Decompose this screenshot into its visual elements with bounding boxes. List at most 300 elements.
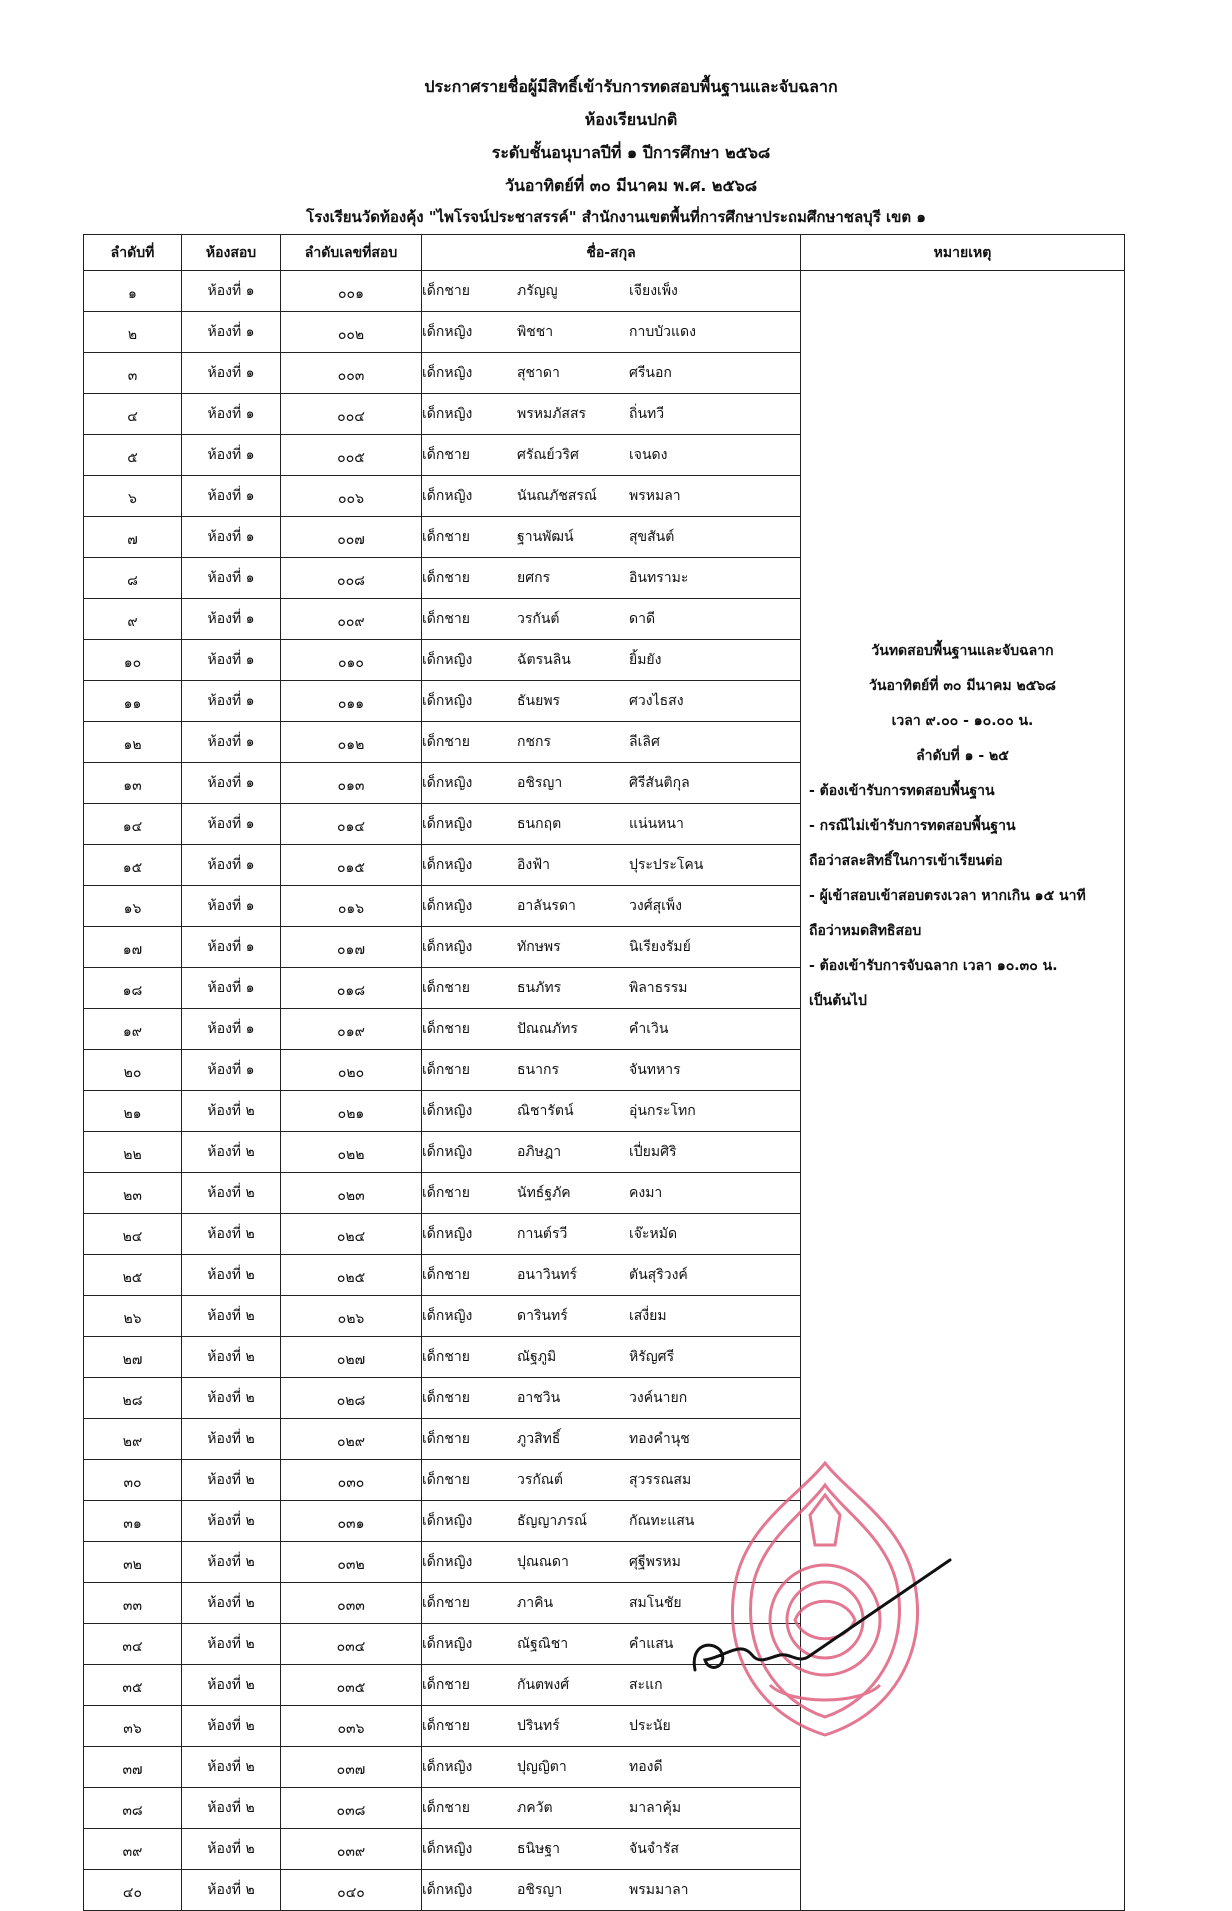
last-name: สุวรรณสม: [629, 1472, 692, 1488]
note-line: ถือว่าหมดสิทธิสอบ: [809, 923, 922, 939]
row-exam-no: ๐๑๐: [281, 640, 422, 681]
row-exam-no: ๐๓๔: [281, 1624, 422, 1665]
last-name: วงค์นายก: [629, 1390, 688, 1406]
row-order: ๑๑: [84, 681, 182, 722]
row-fullname: [422, 1050, 801, 1091]
row-fullname: [422, 312, 801, 353]
row-exam-no: ๐๓๙: [281, 1829, 422, 1870]
row-exam-no: ๐๑๔: [281, 804, 422, 845]
row-order: ๘: [84, 558, 182, 599]
row-room: ห้องที่ ๒: [182, 1460, 281, 1501]
row-exam-no: ๐๐๘: [281, 558, 422, 599]
row-room: ห้องที่ ๒: [182, 1747, 281, 1788]
row-room: ห้องที่ ๑: [182, 312, 281, 353]
first-name: อภิษฎา: [517, 1144, 562, 1160]
row-order: ๓๙: [84, 1829, 182, 1870]
first-name: วรกันต์: [517, 611, 560, 627]
title-prefix: เด็กหญิง: [422, 1882, 473, 1898]
last-name: ยิ้มยัง: [629, 652, 662, 668]
title-prefix: เด็กหญิง: [422, 1759, 473, 1775]
row-room: ห้องที่ ๑: [182, 435, 281, 476]
row-order: ๔: [84, 394, 182, 435]
title-prefix: เด็กชาย: [422, 1431, 470, 1447]
first-name: ธนภัทร: [517, 980, 562, 996]
row-exam-no: ๐๓๖: [281, 1706, 422, 1747]
note-line: - ผู้เข้าสอบเข้าสอบตรงเวลา หากเกิน ๑๕ นาที: [809, 888, 1086, 904]
title-prefix: เด็กชาย: [422, 1800, 470, 1816]
roster-table: [83, 234, 1125, 1911]
note-line: วันทดสอบพื้นฐานและจับฉลาก: [871, 643, 1054, 659]
row-exam-no: ๐๒๗: [281, 1337, 422, 1378]
row-room: ห้องที่ ๒: [182, 1829, 281, 1870]
row-fullname: [422, 1296, 801, 1337]
row-exam-no: ๐๐๗: [281, 517, 422, 558]
first-name: ภควัต: [517, 1800, 553, 1816]
row-fullname: [422, 1788, 801, 1829]
row-fullname: [422, 1337, 801, 1378]
row-order: ๓๐: [84, 1460, 182, 1501]
title-prefix: เด็กหญิง: [422, 1636, 473, 1652]
row-room: ห้องที่ ๑: [182, 558, 281, 599]
row-exam-no: ๐๑๖: [281, 886, 422, 927]
row-fullname: [422, 886, 801, 927]
row-exam-no: ๐๑๕: [281, 845, 422, 886]
row-exam-no: ๐๒๖: [281, 1296, 422, 1337]
row-order: ๗: [84, 517, 182, 558]
row-exam-no: ๐๑๒: [281, 722, 422, 763]
row-fullname: [422, 1009, 801, 1050]
last-name: วงศ์สุเพ็ง: [629, 898, 682, 914]
row-order: ๙: [84, 599, 182, 640]
row-exam-no: ๐๐๒: [281, 312, 422, 353]
row-exam-no: ๐๒๑: [281, 1091, 422, 1132]
row-room: ห้องที่ ๒: [182, 1337, 281, 1378]
row-order: ๕: [84, 435, 182, 476]
row-room: ห้องที่ ๒: [182, 1788, 281, 1829]
first-name: ธนิษฐา: [517, 1841, 560, 1857]
first-name: ฐานพัฒน์: [517, 529, 574, 545]
last-name: ปุระประโคน: [629, 857, 704, 873]
row-room: ห้องที่ ๒: [182, 1378, 281, 1419]
title-prefix: เด็กหญิง: [422, 816, 473, 832]
row-room: ห้องที่ ๒: [182, 1706, 281, 1747]
row-exam-no: ๐๐๑: [281, 271, 422, 312]
last-name: ศิรีสันติกุล: [629, 775, 690, 791]
row-exam-no: ๐๐๖: [281, 476, 422, 517]
last-name: นิเรียงรัมย์: [629, 939, 691, 955]
title-prefix: เด็กชาย: [422, 1677, 470, 1693]
row-exam-no: ๐๓๕: [281, 1665, 422, 1706]
title-prefix: เด็กชาย: [422, 734, 470, 750]
last-name: จันจำรัส: [629, 1841, 679, 1857]
title-prefix: เด็กหญิง: [422, 857, 473, 873]
row-order: ๔๐: [84, 1870, 182, 1911]
row-order: ๑๐: [84, 640, 182, 681]
roster-body: [84, 271, 1125, 1911]
last-name: อุ่นกระโทก: [629, 1103, 696, 1119]
row-room: ห้องที่ ๒: [182, 1173, 281, 1214]
first-name: อิงฟ้า: [517, 857, 551, 873]
row-fullname: [422, 599, 801, 640]
first-name: ปุญญิตา: [517, 1759, 567, 1775]
row-order: ๑๕: [84, 845, 182, 886]
title-prefix: เด็กชาย: [422, 570, 470, 586]
row-order: ๑๘: [84, 968, 182, 1009]
last-name: คำแสน: [629, 1636, 674, 1652]
header-name: ชื่อ-สกุล: [422, 235, 801, 271]
row-room: ห้องที่ ๒: [182, 1624, 281, 1665]
title-prefix: เด็กชาย: [422, 283, 470, 299]
row-exam-no: ๐๓๐: [281, 1460, 422, 1501]
school-name: โรงเรียนวัดท้องคุ้ง "ไพโรจน์ประชาสรรค์" สำนักงานเขตพื้นที่การศึกษาประถมศึกษาชลบุรี เขต ๑: [306, 208, 926, 226]
first-name: ธันยพร: [517, 693, 561, 709]
row-order: ๒๓: [84, 1173, 182, 1214]
row-order: ๒๑: [84, 1091, 182, 1132]
row-exam-no: ๐๒๔: [281, 1214, 422, 1255]
title-prefix: เด็กชาย: [422, 1021, 470, 1037]
row-fullname: [422, 763, 801, 804]
first-name: ธัญญาภรณ์: [517, 1513, 587, 1529]
last-name: เจ๊ะหมัด: [629, 1226, 678, 1242]
row-fullname: [422, 435, 801, 476]
row-order: ๑๒: [84, 722, 182, 763]
row-room: ห้องที่ ๒: [182, 1132, 281, 1173]
table-row: [84, 271, 1125, 312]
last-name: พรหมลา: [629, 488, 681, 504]
row-exam-no: ๐๑๓: [281, 763, 422, 804]
last-name: คงมา: [629, 1185, 663, 1201]
row-exam-no: ๐๔๐: [281, 1870, 422, 1911]
first-name: ณัฐณิชา: [517, 1636, 569, 1652]
row-order: ๑๗: [84, 927, 182, 968]
row-room: ห้องที่ ๑: [182, 763, 281, 804]
row-room: ห้องที่ ๑: [182, 517, 281, 558]
first-name: วรกัณต์: [517, 1472, 563, 1488]
last-name: เปี่ยมศิริ: [629, 1144, 677, 1160]
row-order: ๓๖: [84, 1706, 182, 1747]
row-order: ๓๑: [84, 1501, 182, 1542]
row-room: ห้องที่ ๑: [182, 640, 281, 681]
title-prefix: เด็กหญิง: [422, 1144, 473, 1160]
class-type: ห้องเรียนปกติ: [584, 110, 678, 129]
row-exam-no: ๐๐๓: [281, 353, 422, 394]
row-room: ห้องที่ ๑: [182, 681, 281, 722]
table-header-row: [84, 235, 1125, 271]
row-room: ห้องที่ ๑: [182, 927, 281, 968]
row-order: ๒๗: [84, 1337, 182, 1378]
row-room: ห้องที่ ๒: [182, 1419, 281, 1460]
row-order: ๒๒: [84, 1132, 182, 1173]
row-order: ๒๔: [84, 1214, 182, 1255]
row-room: ห้องที่ ๑: [182, 353, 281, 394]
title-prefix: เด็กหญิง: [422, 1103, 473, 1119]
title-prefix: เด็กหญิง: [422, 1554, 473, 1570]
last-name: เจนดง: [629, 447, 668, 463]
last-name: คำเวิน: [629, 1021, 669, 1037]
title-prefix: เด็กหญิง: [422, 693, 473, 709]
first-name: ภาคิน: [517, 1595, 554, 1611]
title-prefix: เด็กชาย: [422, 1718, 470, 1734]
header-order: ลำดับที่: [84, 235, 182, 271]
last-name: ลีเลิศ: [629, 734, 660, 750]
first-name: พิชชา: [517, 324, 554, 340]
note-line: ลำดับที่ ๑ - ๒๕: [916, 748, 1009, 764]
row-order: ๓๘: [84, 1788, 182, 1829]
first-name: ปรินทร์: [517, 1718, 560, 1734]
row-exam-no: ๐๓๑: [281, 1501, 422, 1542]
row-room: ห้องที่ ๑: [182, 271, 281, 312]
row-exam-no: ๐๑๗: [281, 927, 422, 968]
row-room: ห้องที่ ๒: [182, 1255, 281, 1296]
title-prefix: เด็กชาย: [422, 1390, 470, 1406]
row-room: ห้องที่ ๑: [182, 599, 281, 640]
row-fullname: [422, 845, 801, 886]
row-fullname: [422, 394, 801, 435]
row-room: ห้องที่ ๑: [182, 722, 281, 763]
signature: [690, 1545, 960, 1685]
row-order: ๖: [84, 476, 182, 517]
first-name: ยศกร: [517, 570, 551, 586]
header-exam-no: ลำดับเลขที่สอบ: [281, 235, 422, 271]
first-name: ศรัณย์วริศ: [517, 447, 579, 463]
first-name: ภรัญญู: [517, 283, 558, 299]
row-fullname: [422, 968, 801, 1009]
first-name: ณัฐภูมิ: [517, 1349, 557, 1365]
row-room: ห้องที่ ๒: [182, 1542, 281, 1583]
row-room: ห้องที่ ๒: [182, 1583, 281, 1624]
last-name: พรมมาลา: [629, 1882, 689, 1898]
note-line: - ต้องเข้ารับการจับฉลาก เวลา ๑๐.๓๐ น.: [809, 958, 1058, 974]
first-name: อชิรญา: [517, 775, 563, 791]
row-exam-no: ๐๒๙: [281, 1419, 422, 1460]
first-name: ภูวสิทธิ์: [517, 1431, 561, 1447]
title-prefix: เด็กหญิง: [422, 1513, 473, 1529]
last-name: กัณทะแสน: [629, 1513, 695, 1529]
row-exam-no: ๐๑๘: [281, 968, 422, 1009]
row-room: ห้องที่ ๒: [182, 1091, 281, 1132]
row-exam-no: ๐๑๑: [281, 681, 422, 722]
row-fullname: [422, 1214, 801, 1255]
row-fullname: [422, 1378, 801, 1419]
last-name: สุขสันต์: [629, 529, 675, 545]
document-header: [0, 70, 1232, 232]
title-prefix: เด็กชาย: [422, 447, 470, 463]
first-name: ฉัตรนลิน: [517, 652, 571, 668]
first-name: ณิชารัตน์: [517, 1103, 574, 1119]
row-order: ๒๘: [84, 1378, 182, 1419]
title-prefix: เด็กชาย: [422, 611, 470, 627]
first-name: กานต์รวี: [517, 1226, 568, 1242]
note-line: เป็นต้นไป: [809, 993, 867, 1009]
last-name: ทองคำนุช: [629, 1431, 690, 1447]
row-room: ห้องที่ ๑: [182, 1009, 281, 1050]
last-name: ทองดี: [629, 1759, 663, 1775]
row-exam-no: ๐๒๘: [281, 1378, 422, 1419]
title-prefix: เด็กหญิง: [422, 365, 473, 381]
row-order: ๑๓: [84, 763, 182, 804]
last-name: พิลาธรรม: [629, 980, 688, 996]
row-room: ห้องที่ ๒: [182, 1214, 281, 1255]
last-name: ศวงไธสง: [629, 693, 684, 709]
title-prefix: เด็กชาย: [422, 1062, 470, 1078]
title-prefix: เด็กชาย: [422, 1349, 470, 1365]
row-fullname: [422, 1829, 801, 1870]
row-order: ๓๗: [84, 1747, 182, 1788]
title-prefix: เด็กหญิง: [422, 775, 473, 791]
row-room: ห้องที่ ๑: [182, 476, 281, 517]
first-name: ดารินทร์: [517, 1308, 568, 1324]
title-prefix: เด็กชาย: [422, 1185, 470, 1201]
row-fullname: [422, 804, 801, 845]
title-prefix: เด็กหญิง: [422, 652, 473, 668]
row-exam-no: ๐๑๙: [281, 1009, 422, 1050]
title-prefix: เด็กหญิง: [422, 488, 473, 504]
row-fullname: [422, 517, 801, 558]
title-prefix: เด็กหญิง: [422, 324, 473, 340]
row-fullname: [422, 722, 801, 763]
last-name: กาบบัวแดง: [629, 324, 696, 340]
row-room: ห้องที่ ๑: [182, 968, 281, 1009]
note-line: ถือว่าสละสิทธิ์ในการเข้าเรียนต่อ: [809, 853, 1003, 869]
last-name: จันทหาร: [629, 1062, 681, 1078]
title-prefix: เด็กหญิง: [422, 406, 473, 422]
row-exam-no: ๐๓๓: [281, 1583, 422, 1624]
row-room: ห้องที่ ๒: [182, 1296, 281, 1337]
row-room: ห้องที่ ๒: [182, 1870, 281, 1911]
row-room: ห้องที่ ๑: [182, 804, 281, 845]
row-room: ห้องที่ ๑: [182, 1050, 281, 1091]
row-order: ๓๔: [84, 1624, 182, 1665]
first-name: กันตพงศ์: [517, 1677, 570, 1693]
row-fullname: [422, 1173, 801, 1214]
first-name: อาลันรดา: [517, 898, 576, 914]
row-order: ๓: [84, 353, 182, 394]
row-exam-no: ๐๓๘: [281, 1788, 422, 1829]
last-name: อินทรามะ: [629, 570, 689, 586]
row-fullname: [422, 271, 801, 312]
row-exam-no: ๐๐๙: [281, 599, 422, 640]
last-name: แน่นหนา: [629, 816, 684, 832]
last-name: ดาดี: [629, 611, 656, 627]
last-name: ตันสุริวงค์: [629, 1267, 688, 1283]
row-fullname: [422, 1747, 801, 1788]
first-name: ปัณณภัทร: [517, 1021, 578, 1037]
last-name: มาลาคุ้ม: [629, 1800, 682, 1816]
note-line: - กรณีไม่เข้ารับการทดสอบพื้นฐาน: [809, 818, 1016, 834]
row-exam-no: ๐๓๗: [281, 1747, 422, 1788]
row-order: ๒๕: [84, 1255, 182, 1296]
first-name: ธนกฤต: [517, 816, 562, 832]
first-name: กชกร: [517, 734, 551, 750]
first-name: ทักษพร: [517, 939, 561, 955]
last-name: ถิ่นทวี: [629, 406, 665, 422]
row-fullname: [422, 1255, 801, 1296]
row-exam-no: ๐๐๔: [281, 394, 422, 435]
last-name: เสงี่ยม: [629, 1308, 667, 1324]
title-prefix: เด็กชาย: [422, 1472, 470, 1488]
header-room: ห้องสอบ: [182, 235, 281, 271]
row-fullname: [422, 1091, 801, 1132]
exam-date: วันอาทิตย์ที่ ๓๐ มีนาคม พ.ศ. ๒๕๖๘: [504, 176, 758, 195]
row-fullname: [422, 640, 801, 681]
row-room: ห้องที่ ๒: [182, 1665, 281, 1706]
row-exam-no: ๐๐๕: [281, 435, 422, 476]
row-exam-no: ๐๒๒: [281, 1132, 422, 1173]
last-name: สะแก: [629, 1677, 663, 1693]
row-exam-no: ๐๓๒: [281, 1542, 422, 1583]
row-order: ๑๔: [84, 804, 182, 845]
row-fullname: [422, 1132, 801, 1173]
title-prefix: เด็กชาย: [422, 980, 470, 996]
title-prefix: เด็กหญิง: [422, 939, 473, 955]
note-line: เวลา ๙.๐๐ - ๑๐.๐๐ น.: [891, 713, 1034, 729]
last-name: สมโนชัย: [629, 1595, 682, 1611]
note-line: วันอาทิตย์ที่ ๓๐ มีนาคม ๒๕๖๘: [869, 678, 1056, 694]
title-prefix: เด็กหญิง: [422, 898, 473, 914]
row-order: ๑๙: [84, 1009, 182, 1050]
row-order: ๒๖: [84, 1296, 182, 1337]
row-fullname: [422, 1870, 801, 1911]
title-prefix: เด็กหญิง: [422, 1308, 473, 1324]
row-exam-no: ๐๒๓: [281, 1173, 422, 1214]
first-name: พรหมภัสสร: [517, 406, 587, 422]
last-name: เจียงเพ็ง: [629, 283, 678, 299]
row-exam-no: ๐๒๕: [281, 1255, 422, 1296]
row-fullname: [422, 353, 801, 394]
row-order: ๓๒: [84, 1542, 182, 1583]
row-order: ๓๓: [84, 1583, 182, 1624]
row-order: ๑๖: [84, 886, 182, 927]
first-name: ปุณณดา: [517, 1554, 569, 1570]
row-order: ๒: [84, 312, 182, 353]
row-exam-no: ๐๒๐: [281, 1050, 422, 1091]
row-fullname: [422, 558, 801, 599]
title-prefix: เด็กหญิง: [422, 1841, 473, 1857]
first-name: ธนากร: [517, 1062, 559, 1078]
row-fullname: [422, 927, 801, 968]
row-fullname: [422, 681, 801, 722]
announcement-title: ประกาศรายชื่อผู้มีสิทธิ์เข้ารับการทดสอบพื้นฐานและจับฉลาก: [424, 77, 838, 96]
first-name: อาชวิน: [517, 1390, 561, 1406]
last-name: ศรีนอก: [629, 365, 672, 381]
row-room: ห้องที่ ๒: [182, 1501, 281, 1542]
grade-level: ระดับชั้นอนุบาลปีที่ ๑ ปีการศึกษา ๒๕๖๘: [491, 143, 771, 162]
first-name: นันณภัชสรณ์: [517, 488, 597, 504]
last-name: หิรัญศรี: [629, 1349, 675, 1365]
row-fullname: [422, 476, 801, 517]
row-order: ๓๕: [84, 1665, 182, 1706]
first-name: นัทธ์ฐภัค: [517, 1185, 571, 1201]
first-name: อนาวินทร์: [517, 1267, 578, 1283]
title-prefix: เด็กชาย: [422, 1595, 470, 1611]
last-name: ประนัย: [629, 1718, 671, 1734]
last-name: ศุฐีพรหม: [629, 1554, 681, 1570]
note-line: - ต้องเข้ารับการทดสอบพื้นฐาน: [809, 783, 995, 799]
title-prefix: เด็กชาย: [422, 1267, 470, 1283]
row-order: ๒๙: [84, 1419, 182, 1460]
row-room: ห้องที่ ๑: [182, 845, 281, 886]
row-room: ห้องที่ ๑: [182, 886, 281, 927]
first-name: อชิรญา: [517, 1882, 563, 1898]
row-fullname: [422, 1419, 801, 1460]
row-room: ห้องที่ ๑: [182, 394, 281, 435]
header-note: หมายเหตุ: [801, 235, 1125, 271]
first-name: สุชาดา: [517, 365, 560, 381]
row-order: ๒๐: [84, 1050, 182, 1091]
row-order: ๑: [84, 271, 182, 312]
title-prefix: เด็กหญิง: [422, 1226, 473, 1242]
title-prefix: เด็กชาย: [422, 529, 470, 545]
